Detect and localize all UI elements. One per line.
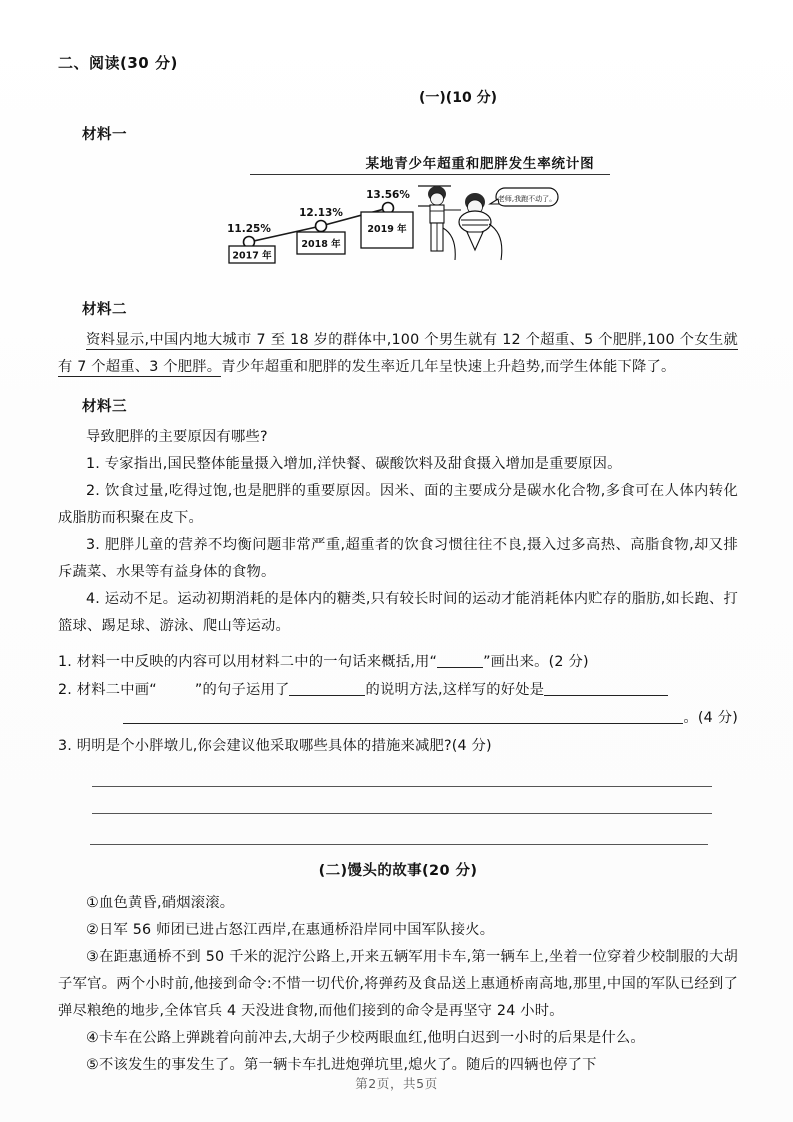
material-two-label: 材料二 (82, 302, 127, 318)
question-2-text-b: ”的句子运用了 (194, 682, 290, 698)
question-2-blank-method[interactable] (289, 695, 365, 696)
question-1-text-a: 1. 材料一中反映的内容可以用材料二中的一句话来概括,用“ (58, 654, 438, 670)
section-divider (90, 844, 708, 845)
question-2-continuation (58, 704, 738, 732)
speech-bubble-text: 老师,我跑不动了。 (497, 195, 557, 203)
wavy-underline-icon (157, 689, 195, 697)
material-two-underlined-a: 资料显示,中国内地大城市 7 至 18 岁的群体中,100 个男生就有 12 个超重、5 个肥胖, (86, 332, 647, 348)
chart-value-label-2017: 11.25% (227, 223, 271, 235)
question-1-blank[interactable] (437, 667, 483, 668)
material-two-underlined-b: 100 个女生就有 7 个超重、3 个肥胖。 (58, 332, 738, 375)
page-content (58, 52, 738, 1079)
material-three-item-1: 1. 专家指出,国民整体能量摄入增加,洋快餐、碳酸饮料及甜食摄入增加是重要原因。 (86, 456, 622, 472)
chart-title: 某地青少年超重和肥胖发生率统计图 (250, 152, 610, 175)
part-two-paragraph-1: ①血色黄昏,硝烟滚滚。 (86, 895, 235, 911)
part-one-label: (一)(10 分) (419, 90, 497, 106)
chart-svg (213, 180, 563, 268)
chart-category-label-2017: 2017 年 (232, 250, 272, 262)
part-two-title: (二)馒头的故事(20 分) (318, 863, 478, 879)
material-two-plain-c: 青少年超重和肥胖的发生率近几年呈快速上升趋势, (221, 359, 545, 375)
chart-category-label-2018: 2018 年 (301, 239, 341, 250)
chart-value-label-2019: 13.56% (366, 189, 410, 201)
part-two-paragraph-4: ④卡车在公路上弹跳着向前冲去,大胡子少校两眼血红,他明白迟到一小时的后果是什么。 (86, 1030, 645, 1046)
chart-value-label-2018: 12.13% (299, 207, 343, 219)
question-3-answer-line-1[interactable] (92, 786, 712, 787)
section-heading: 二、阅读(30 分) (58, 54, 178, 72)
material-two-plain-d: 而学生体能下降了。 (544, 359, 676, 375)
question-3: 3. 明明是个小胖墩儿,你会建议他采取哪些具体的措施来减肥?(4 分) (58, 738, 492, 754)
chart-category-label-2019: 2019 年 (367, 224, 407, 235)
question-3-answer-line-2[interactable] (92, 813, 712, 814)
question-2-text-a: 2. 材料二中画“ (58, 682, 157, 698)
material-three-item-2: 2. 饮食过量,吃得过饱,也是肥胖的重要原因。因米、面的主要成分是碳水化合物,多食可在人体内转化成脂肪而积聚在皮下。 (58, 483, 738, 526)
question-2-blank-benefit[interactable] (544, 695, 668, 696)
part-two-paragraph-3: ③在距惠通桥不到 50 千米的泥泞公路上,开来五辆军用卡车,第一辆车上,坐着一位穿着少校制服的大胡子军官。两个小时前,他接到命令:不惜一切代价,将弹药及食品送上惠通桥南高地,那里,中国的军队已经到了弹尽粮绝的地步,全体官兵 4 天没进食物,而他们接到的命令是再坚守 24 小时。 (58, 949, 738, 1019)
material-three-item-3: 3. 肥胖儿童的营养不均衡问题非常严重,超重者的饮食习惯往往不良,摄入过多高热、高脂食物,却又排斥蔬菜、水果等有益身体的食物。 (58, 537, 738, 580)
question-1-text-b: ”画出来。(2 分) (483, 654, 589, 670)
statistics-chart (58, 152, 738, 270)
question-1 (58, 648, 738, 676)
chart-point-2018 (316, 221, 327, 232)
material-two-paragraph (58, 327, 738, 381)
material-three-question: 导致肥胖的主要原因有哪些? (86, 429, 268, 445)
material-one-label: 材料一 (82, 127, 127, 143)
question-2-blank-row[interactable] (123, 723, 683, 724)
part-two-paragraph-5: ⑤不该发生的事发生了。第一辆卡车扎进炮弹坑里,熄火了。随后的四辆也停了下 (86, 1057, 597, 1073)
material-three-item-4: 4. 运动不足。运动初期消耗的是体内的糖类,只有较长时间的运动才能消耗体内贮存的脂肪,如长跑、打篮球、踢足球、游泳、爬山等运动。 (58, 591, 738, 634)
page-footer: 第2页，共5页 (355, 1076, 438, 1091)
speech-bubble-icon (490, 188, 558, 206)
question-2-text-d: 。(4 分) (683, 710, 738, 726)
question-2-text-c: 的说明方法,这样写的好处是 (365, 682, 545, 698)
coach-figure-icon (418, 186, 461, 260)
question-2 (58, 676, 738, 704)
chart-plot-area (213, 180, 563, 268)
part-two-paragraph-2: ②日军 56 师团已进占怒江西岸,在惠通桥沿岸同中国军队接火。 (86, 922, 495, 938)
material-three-label: 材料三 (82, 399, 127, 415)
